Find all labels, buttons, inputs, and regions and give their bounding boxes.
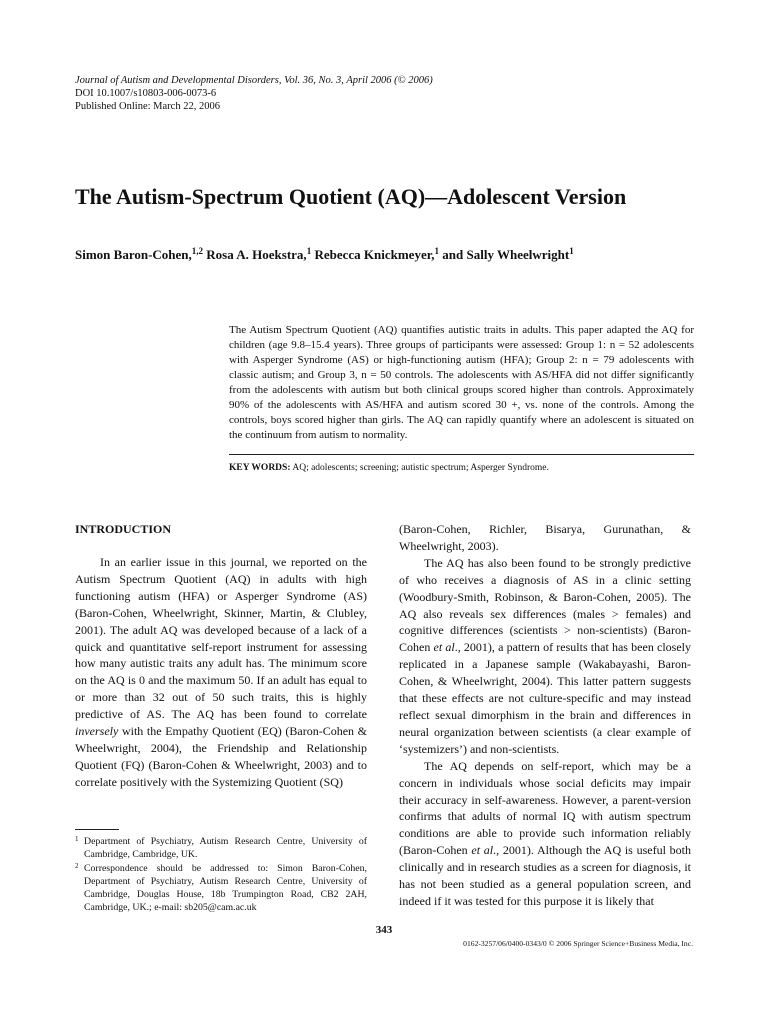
paragraph-text: with the Empathy Quotient (EQ) (Baron-Cohen & Wheelwright, 2004), the Friendship and Relationship Quotient (FQ) (Baron-Cohen & Wheelwright, 2003) and to correlate positively with the Systemizing Quotient (SQ) xyxy=(75,724,367,789)
emphasis-text: et al xyxy=(433,640,455,655)
body-paragraph: (Baron-Cohen, Richler, Bisarya, Gurunathan, & Wheelwright, 2003). xyxy=(399,522,691,553)
keywords xyxy=(229,462,694,475)
footnote-divider xyxy=(75,829,119,830)
journal-header xyxy=(75,74,433,113)
abstract-divider xyxy=(229,454,694,455)
section-heading-introduction: INTRODUCTION xyxy=(75,522,172,536)
footnote-text: Correspondence should be addressed to: Simon Baron-Cohen, Department of Psychiatry, Autism Research Centre, University of Cambridge, Douglas House, 18b Trumpington Road, CB2 2AH, Cambridge, UK.; e-mail: sb205@cam.ac.uk xyxy=(84,863,367,913)
footnotes xyxy=(75,835,367,915)
emphasis-text: et al xyxy=(471,843,494,858)
body-paragraph xyxy=(75,554,367,791)
author-list xyxy=(75,246,715,264)
paper-title: The Autism-Spectrum Quotient (AQ)—Adolescent Version xyxy=(75,184,627,209)
author-affiliation-mark: 1,2 xyxy=(191,246,204,256)
footnote-mark: 2 xyxy=(75,862,79,870)
left-column xyxy=(75,521,367,791)
footnote xyxy=(75,835,367,861)
author-affiliation-mark: 1 xyxy=(306,246,312,256)
paragraph-text: ., 2001). Although the AQ is useful both clinically and in research studies as a screen for diagnosis, it has not been studied as a general population screen, and indeed if it was tested for this purpose it is likely that xyxy=(399,843,691,908)
author-affiliation-mark: 1 xyxy=(434,246,440,256)
author-name: Simon Baron-Cohen, xyxy=(75,247,192,262)
page-number: 343 xyxy=(375,924,393,936)
journal-citation: Journal of Autism and Developmental Disorders, Vol. 36, No. 3, April 2006 (© 2006) xyxy=(75,75,433,86)
author-name: Rosa A. Hoekstra, xyxy=(206,247,307,262)
body-paragraph xyxy=(399,555,691,758)
body-paragraph xyxy=(399,758,691,910)
author-affiliation-mark: 1 xyxy=(569,246,574,256)
doi-line: DOI 10.1007/s10803-006-0073-6 xyxy=(75,88,217,99)
published-date: Published Online: March 22, 2006 xyxy=(75,101,220,112)
paragraph-text: The AQ has also been found to be strongly predictive of who receives a diagnosis of AS in a clinic setting (Woodbury-Smith, Robinson, & Baron-Cohen, 2005). The AQ also reveals sex differences (males > females) and cognitive differences (scientists > non-scientists) (Baron-Cohen xyxy=(399,555,691,655)
keywords-text: AQ; adolescents; screening; autistic spectrum; Asperger Syndrome. xyxy=(290,463,549,473)
paragraph-text: ., 2001), a pattern of results that has been closely replicated in a Japanese sample (Wakabayashi, Baron-Cohen, & Wheelwright, 2004). This latter pattern suggests that these effects are not culture-specific and may instead reflect sexual dimorphism in the brain and differences in neural organization between scientists (a clear example of ‘systemizers’) and non-scientists. xyxy=(399,640,691,756)
emphasis-text: inversely xyxy=(75,724,119,739)
author-name: Rebecca Knickmeyer, xyxy=(314,247,435,262)
footnote xyxy=(75,862,367,914)
abstract: The Autism Spectrum Quotient (AQ) quantifies autistic traits in adults. This paper adapted the AQ for children (age 9.8–15.4 years). Three groups of participants were assessed: Group 1: n = 52 adolescents with Asperger Syndrome (AS) or high-functioning autism (HFA); Group 2: n = 79 adolescents with classic autism; and Group 3, n = 50 controls. The adolescents with AS/HFA did not differ significantly from the adolescents with autism but both clinical groups scored higher than controls. Approximately 90% of the adolescents with AS/HFA and autism scored 30 +, vs. none of the controls. Among the controls, boys scored higher than girls. The AQ can rapidly quantify where an adolescent is situated on the continuum from autism to normality. xyxy=(229,324,694,441)
copyright-line: 0162-3257/06/0400-0343/0 © 2006 Springer Science+Business Media, Inc. xyxy=(463,939,693,948)
paragraph-text: The AQ depends on self-report, which may be a concern in individuals whose social deficits may impair their accuracy in self-awareness. However, a parent-version confirms that adults of normal IQ with autism spectrum conditions are able to provide such information reliably (Baron-Cohen xyxy=(399,758,691,858)
right-column xyxy=(399,521,691,910)
keywords-label: KEY WORDS: xyxy=(229,463,291,473)
author-name: and Sally Wheelwright xyxy=(442,247,570,262)
paragraph-text: In an earlier issue in this journal, we reported on the Autism Spectrum Quotient (AQ) in adults with high functioning autism (HFA) or Asperger Syndrome (AS) (Baron-Cohen, Wheelwright, Skinner, Martin, & Clubley, 2001). The adult AQ was developed because of a lack of a quick and quantitative self-report instrument for assessing how many autistic traits any adult has. The minimum score on the AQ is 0 and the maximum 50. If an adult has equal to or more than 32 out of 50 such traits, this is highly predictive of AS. The AQ has been found to correlate xyxy=(75,555,367,722)
footnote-mark: 1 xyxy=(75,835,79,843)
footnote-text: Department of Psychiatry, Autism Research Centre, University of Cambridge, Cambridge, UK. xyxy=(84,836,367,860)
